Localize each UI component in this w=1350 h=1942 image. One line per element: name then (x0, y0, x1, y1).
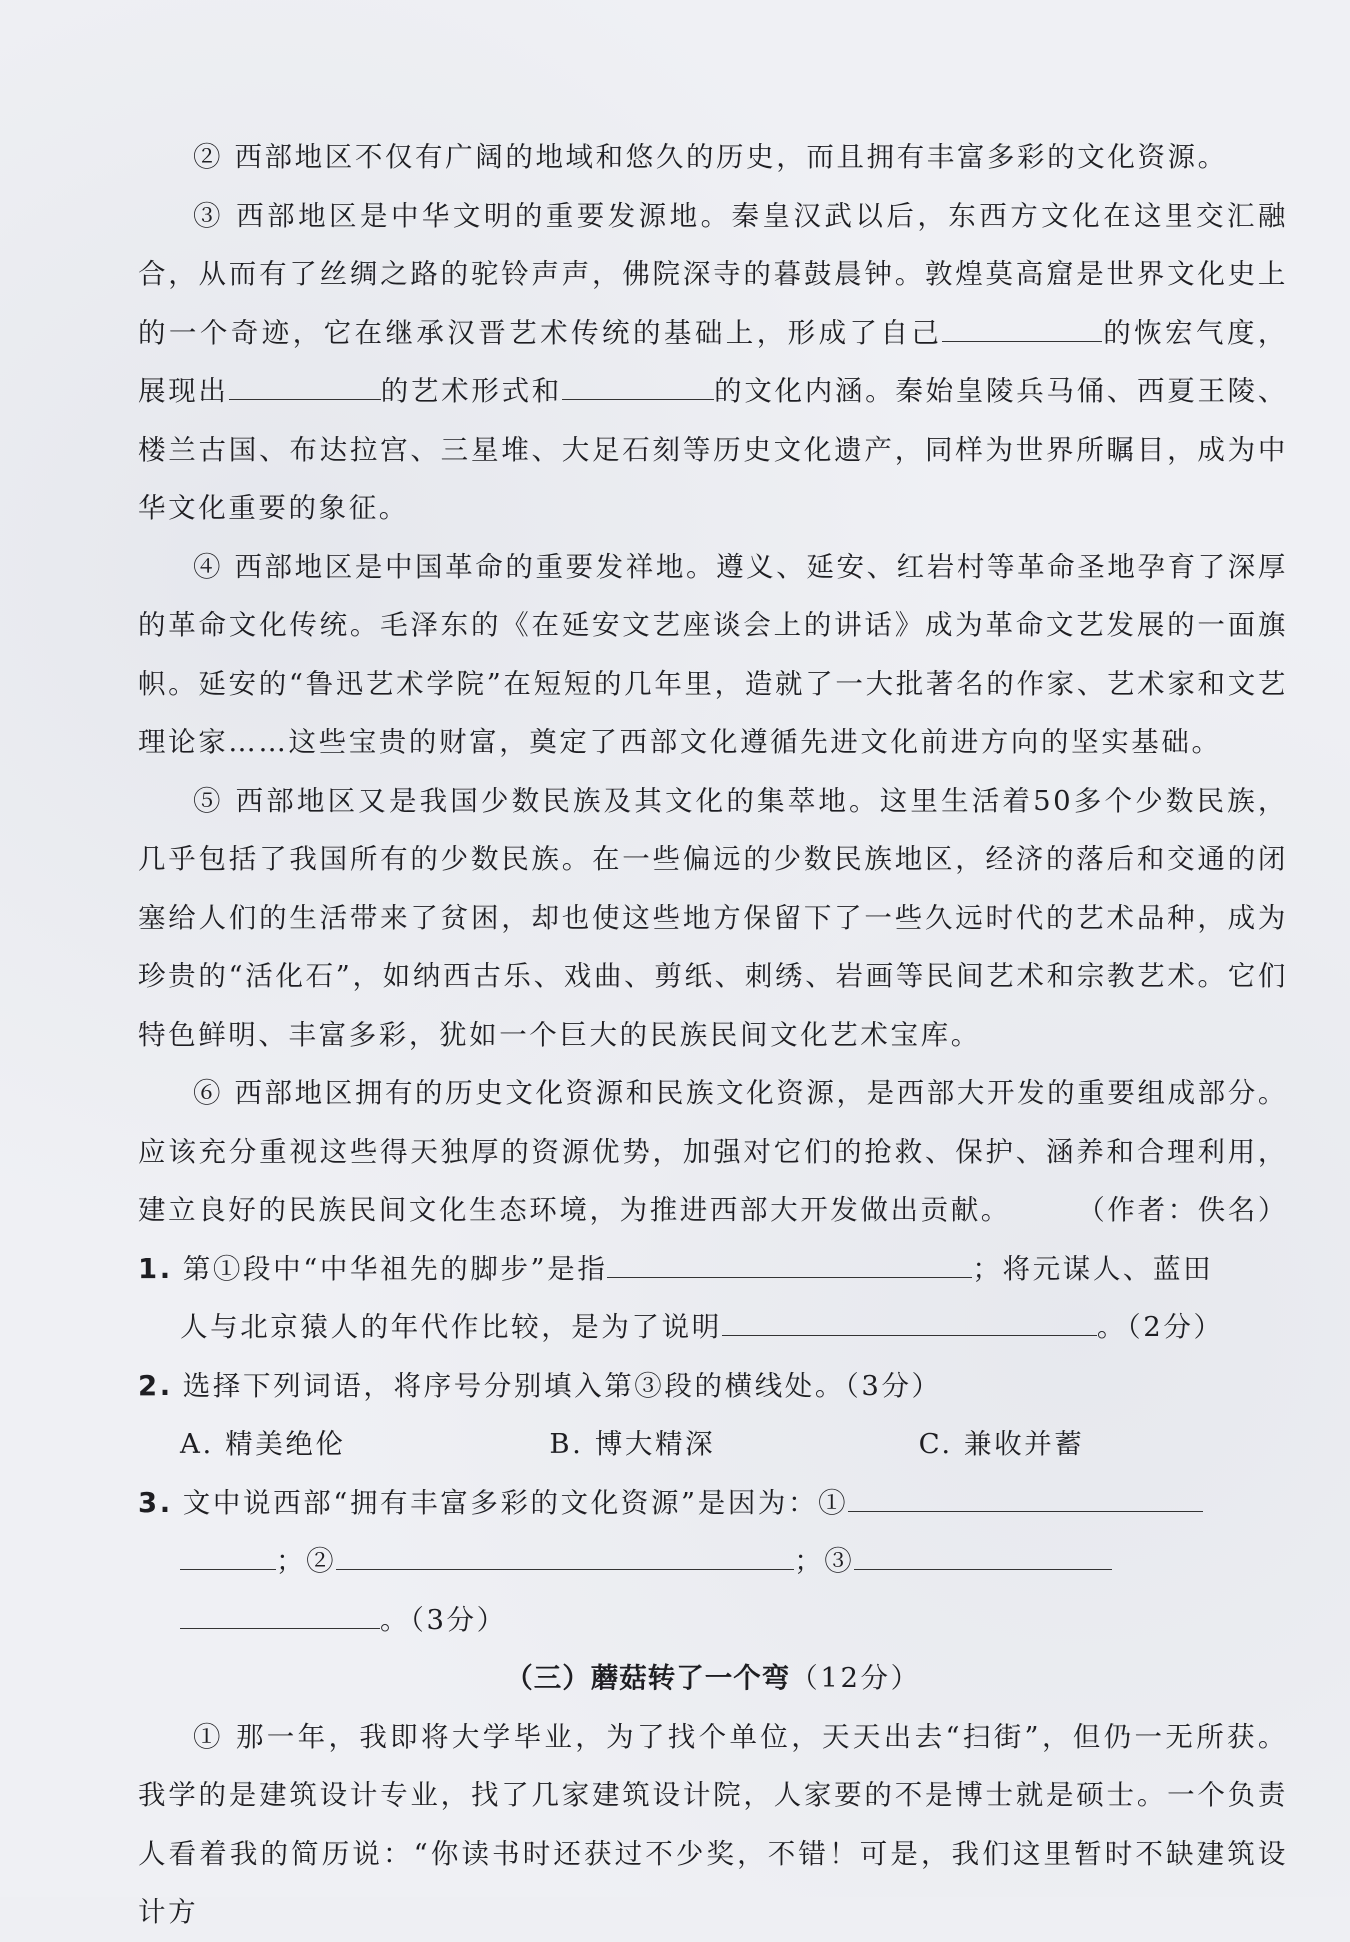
reading-passage (138, 128, 1288, 1942)
paragraph-6 (138, 1064, 1288, 1240)
answer-blank-q1a[interactable] (607, 1243, 972, 1278)
question-3-continued (138, 1532, 1288, 1591)
question-1-text-a: 第①段中“中华祖先的脚步”是指 (182, 1252, 608, 1285)
question-3-marker-3: ；③ (794, 1545, 855, 1577)
question-3 (138, 1474, 1288, 1650)
section-3-score: （12分） (790, 1662, 921, 1694)
answer-blank-3a[interactable] (942, 307, 1102, 342)
question-1-number: 1. (138, 1252, 173, 1285)
answer-blank-q3-3[interactable] (854, 1535, 1112, 1570)
question-3-text: 文中说西部“拥有丰富多彩的文化资源”是因为：① (182, 1486, 849, 1519)
question-3-number: 3. (138, 1486, 173, 1519)
option-b: B. 博大精深 (549, 1428, 716, 1460)
answer-blank-q1b[interactable] (722, 1301, 1097, 1336)
section-3-name: 蘑菇转了一个弯 (590, 1662, 791, 1694)
answer-blank-q3-1[interactable] (848, 1477, 1203, 1512)
question-1-continued (138, 1298, 1288, 1357)
paragraph-6-text: ⑥ 西部地区拥有的历史文化资源和民族文化资源，是西部大开发的重要组成部分。应该充分重视这些得天独厚的资源优势，加强对它们的抢救、保护、涵养和合理利用，建立良好的民族民间文化生态环境，为推进西部大开发做出贡献。 (138, 1077, 1288, 1226)
paragraph-5: ⑤ 西部地区又是我国少数民族及其文化的集萃地。这里生活着50多个少数民族，几乎包括了我国所有的少数民族。在一些偏远的少数民族地区，经济的落后和交通的闭塞给人们的生活带来了贫困，却也使这些地方保留下了一些久远时代的艺术品种，成为珍贵的“活化石”，如纳西古乐、戏曲、剪纸、刺绣、岩画等民间艺术和宗教艺术。它们特色鲜明、丰富多彩，犹如一个巨大的民族民间文化艺术宝库。 (138, 784, 1288, 1051)
option-c: C. 兼收并蓄 (918, 1428, 1085, 1460)
question-1-score: 。（2分） (1096, 1311, 1224, 1343)
question-1 (138, 1240, 1288, 1357)
question-1-text-b: ；将元谋人、蓝田 (972, 1252, 1214, 1285)
section-3-label: （三） (505, 1662, 591, 1694)
answer-blank-q3-2[interactable] (336, 1535, 794, 1570)
answer-blank-q3-1-cont[interactable] (180, 1535, 276, 1570)
question-3-continued-2 (138, 1591, 1288, 1650)
question-2-options (138, 1415, 1288, 1474)
question-2-number: 2. (138, 1369, 173, 1402)
paragraph-3-text-c: 的艺术形式和 (380, 375, 563, 407)
paragraph-3 (138, 187, 1288, 538)
section-3-title (138, 1649, 1288, 1708)
paragraph-3-text-b: 的恢宏气度，展现出 (138, 316, 1288, 407)
answer-blank-3c[interactable] (562, 365, 714, 400)
question-3-marker-2: ；② (276, 1545, 337, 1577)
answer-blank-3b[interactable] (229, 365, 381, 400)
paragraph-4: ④ 西部地区是中国革命的重要发祥地。遵义、延安、红岩村等革命圣地孕育了深厚的革命文化传统。毛泽东的《在延安文艺座谈会上的讲话》成为革命文艺发展的一面旗帜。延安的“鲁迅艺术学院”在短短的几年里，造就了一大批著名的作家、艺术家和文艺理论家……这些宝贵的财富，奠定了西部文化遵循先进文化前进方向的坚实基础。 (138, 550, 1288, 758)
paragraph-3-text-a: ③ 西部地区是中华文明的重要发源地。秦皇汉武以后，东西方文化在这里交汇融合，从而有了丝绸之路的驼铃声声，佛院深寺的暮鼓晨钟。敦煌莫高窟是世界文化史上的一个奇迹，它在继承汉晋艺术传统的基础上，形成了自己 (138, 199, 1288, 349)
question-3-score: 。（3分） (380, 1603, 507, 1636)
question-2 (138, 1357, 1288, 1474)
question-1-text-c: 人与北京猿人的年代作比较，是为了说明 (180, 1311, 722, 1343)
paragraph-2: ② 西部地区不仅有广阔的地域和悠久的历史，而且拥有丰富多彩的文化资源。 (193, 141, 1228, 173)
paragraph-3-text-d: 的文化内涵。秦始皇陵兵马俑、西夏王陵、楼兰古国、布达拉宫、三星堆、大足石刻等历史文化遗产，同样为世界所瞩目，成为中华文化重要的象征。 (138, 375, 1288, 524)
question-2-text: 选择下列词语，将序号分别填入第③段的横线处。（3分） (182, 1369, 942, 1402)
answer-blank-q3-3-cont[interactable] (180, 1594, 380, 1629)
author-note: （作者：佚名） (1077, 1194, 1288, 1226)
option-a: A. 精美绝伦 (180, 1428, 346, 1460)
section-3-paragraph-1: ① 那一年，我即将大学毕业，为了找个单位，天天出去“扫街”，但仍一无所获。我学的是建筑设计专业，找了几家建筑设计院，人家要的不是博士就是硕士。一个负责人看着我的简历说：“你读书时还获过不少奖，不错！可是，我们这里暂时不缺建筑设计方 (138, 1720, 1288, 1928)
